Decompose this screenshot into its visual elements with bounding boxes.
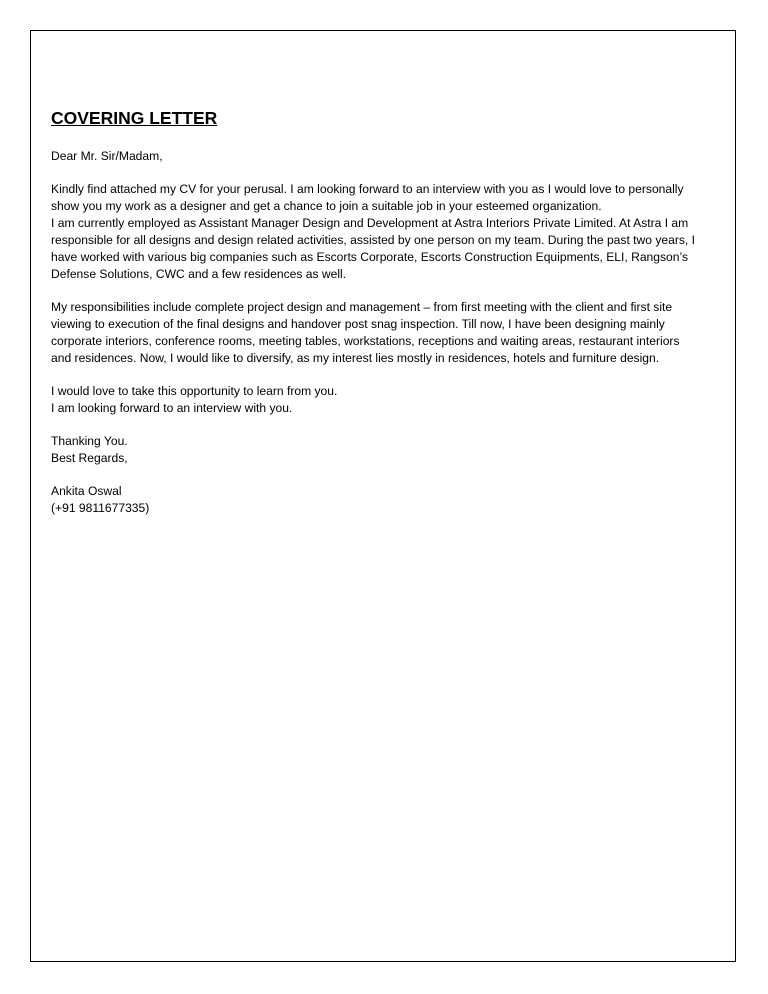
paragraph-line: viewing to execution of the final designs and handover post snag inspection. Till now, I have been designing mainly [51, 317, 665, 331]
paragraph-line: Defense Solutions, CWC and a few residences as well. [51, 267, 347, 281]
paragraph-line: I am looking forward to an interview with you. [51, 401, 293, 415]
paragraph-line: have worked with various big companies such as Escorts Corporate, Escorts Construction Equipments, ELI, Rangson’s [51, 250, 689, 264]
signature-phone: (+91 9811677335) [51, 501, 150, 515]
intro-paragraph [51, 181, 731, 283]
paragraph-line: responsible for all designs and design related activities, assisted by one person on my team. During the past two years, I [51, 233, 695, 247]
signature-block [51, 483, 731, 517]
paragraph-line: I would love to take this opportunity to learn from you. [51, 384, 338, 398]
paragraph-line: My responsibilities include complete project design and management – from first meeting with the client and first site [51, 300, 673, 314]
closing-statement [51, 383, 731, 417]
sign-off-line: Thanking You. [51, 434, 128, 448]
sign-off-line: Best Regards, [51, 451, 128, 465]
covering-letter [51, 106, 731, 533]
paragraph-line: show you my work as a designer and get a chance to join a suitable job in your esteemed organization. [51, 199, 602, 213]
paragraph-line: and residences. Now, I would like to diversify, as my interest lies mostly in residences, hotels and furniture design. [51, 351, 660, 365]
paragraph-line: I am currently employed as Assistant Manager Design and Development at Astra Interiors Private Limited. At Astra I am [51, 216, 689, 230]
paragraph-line: corporate interiors, conference rooms, meeting tables, workstations, receptions and waiting areas, restaurant interiors [51, 334, 680, 348]
salutation: Dear Mr. Sir/Madam, [51, 149, 163, 163]
letter-title: COVERING LETTER [51, 108, 218, 128]
paragraph-line: Kindly find attached my CV for your perusal. I am looking forward to an interview with you as I would love to personally [51, 182, 684, 196]
signature-name: Ankita Oswal [51, 484, 122, 498]
sign-off [51, 433, 731, 467]
responsibilities-paragraph [51, 299, 731, 367]
